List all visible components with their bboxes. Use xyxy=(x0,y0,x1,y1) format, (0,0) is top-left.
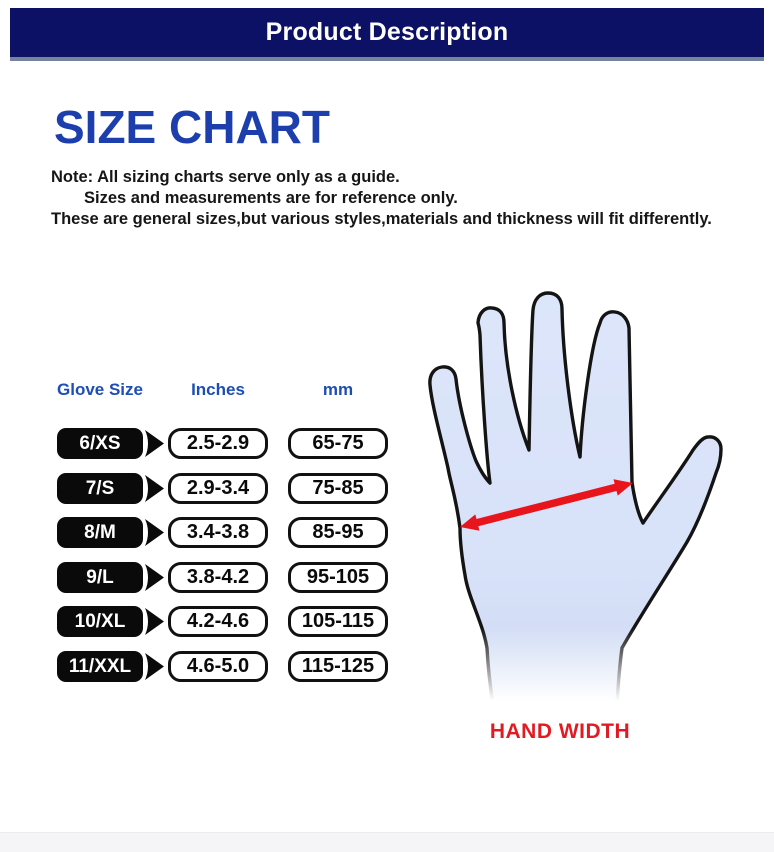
size-pill: 7/S xyxy=(57,473,143,504)
banner-title: Product Description xyxy=(265,18,509,46)
size-pill: 9/L xyxy=(57,562,143,593)
note-line-2: Sizes and measurements are for reference only. xyxy=(84,189,458,207)
hand-illustration xyxy=(410,275,774,705)
note-line-1: Note: All sizing charts serve only as a guide. xyxy=(51,168,400,186)
arrow-right-icon xyxy=(144,475,164,502)
bottom-section-divider xyxy=(0,832,774,852)
size-pill: 6/XS xyxy=(57,428,143,459)
size-chart-heading: SIZE CHART xyxy=(54,101,330,153)
size-pill: 10/XL xyxy=(57,606,143,637)
inches-range-pill: 4.2-4.6 xyxy=(168,606,268,637)
mm-range-pill: 95-105 xyxy=(288,562,388,593)
note-line-3: These are general sizes,but various styles,materials and thickness will fit differently. xyxy=(51,210,712,228)
arrow-right-icon xyxy=(144,519,164,546)
size-pill: 11/XXL xyxy=(57,651,143,682)
table-row xyxy=(57,606,390,637)
mm-range-pill: 115-125 xyxy=(288,651,388,682)
inches-range-pill: 3.4-3.8 xyxy=(168,517,268,548)
mm-range-pill: 105-115 xyxy=(288,606,388,637)
arrow-right-icon xyxy=(144,608,164,635)
product-description-banner xyxy=(10,8,764,57)
inches-range-pill: 3.8-4.2 xyxy=(168,562,268,593)
table-row xyxy=(57,473,390,504)
mm-range-pill: 75-85 xyxy=(288,473,388,504)
banner-underline xyxy=(10,57,764,61)
inches-range-pill: 2.9-3.4 xyxy=(168,473,268,504)
table-row xyxy=(57,517,390,548)
inches-range-pill: 2.5-2.9 xyxy=(168,428,268,459)
size-pill: 8/M xyxy=(57,517,143,548)
column-header-mm: mm xyxy=(322,380,354,399)
note-block xyxy=(51,167,712,230)
arrow-right-icon xyxy=(144,653,164,680)
table-row xyxy=(57,428,390,459)
column-header-glove-size: Glove Size xyxy=(57,380,143,399)
arrow-right-icon xyxy=(144,564,164,591)
mm-range-pill: 65-75 xyxy=(288,428,388,459)
hand-shape xyxy=(430,293,721,705)
mm-range-pill: 85-95 xyxy=(288,517,388,548)
table-row xyxy=(57,651,390,682)
inches-range-pill: 4.6-5.0 xyxy=(168,651,268,682)
table-row xyxy=(57,562,390,593)
column-header-inches: Inches xyxy=(191,380,245,399)
hand-width-label: HAND WIDTH xyxy=(489,720,631,743)
arrow-right-icon xyxy=(144,430,164,457)
